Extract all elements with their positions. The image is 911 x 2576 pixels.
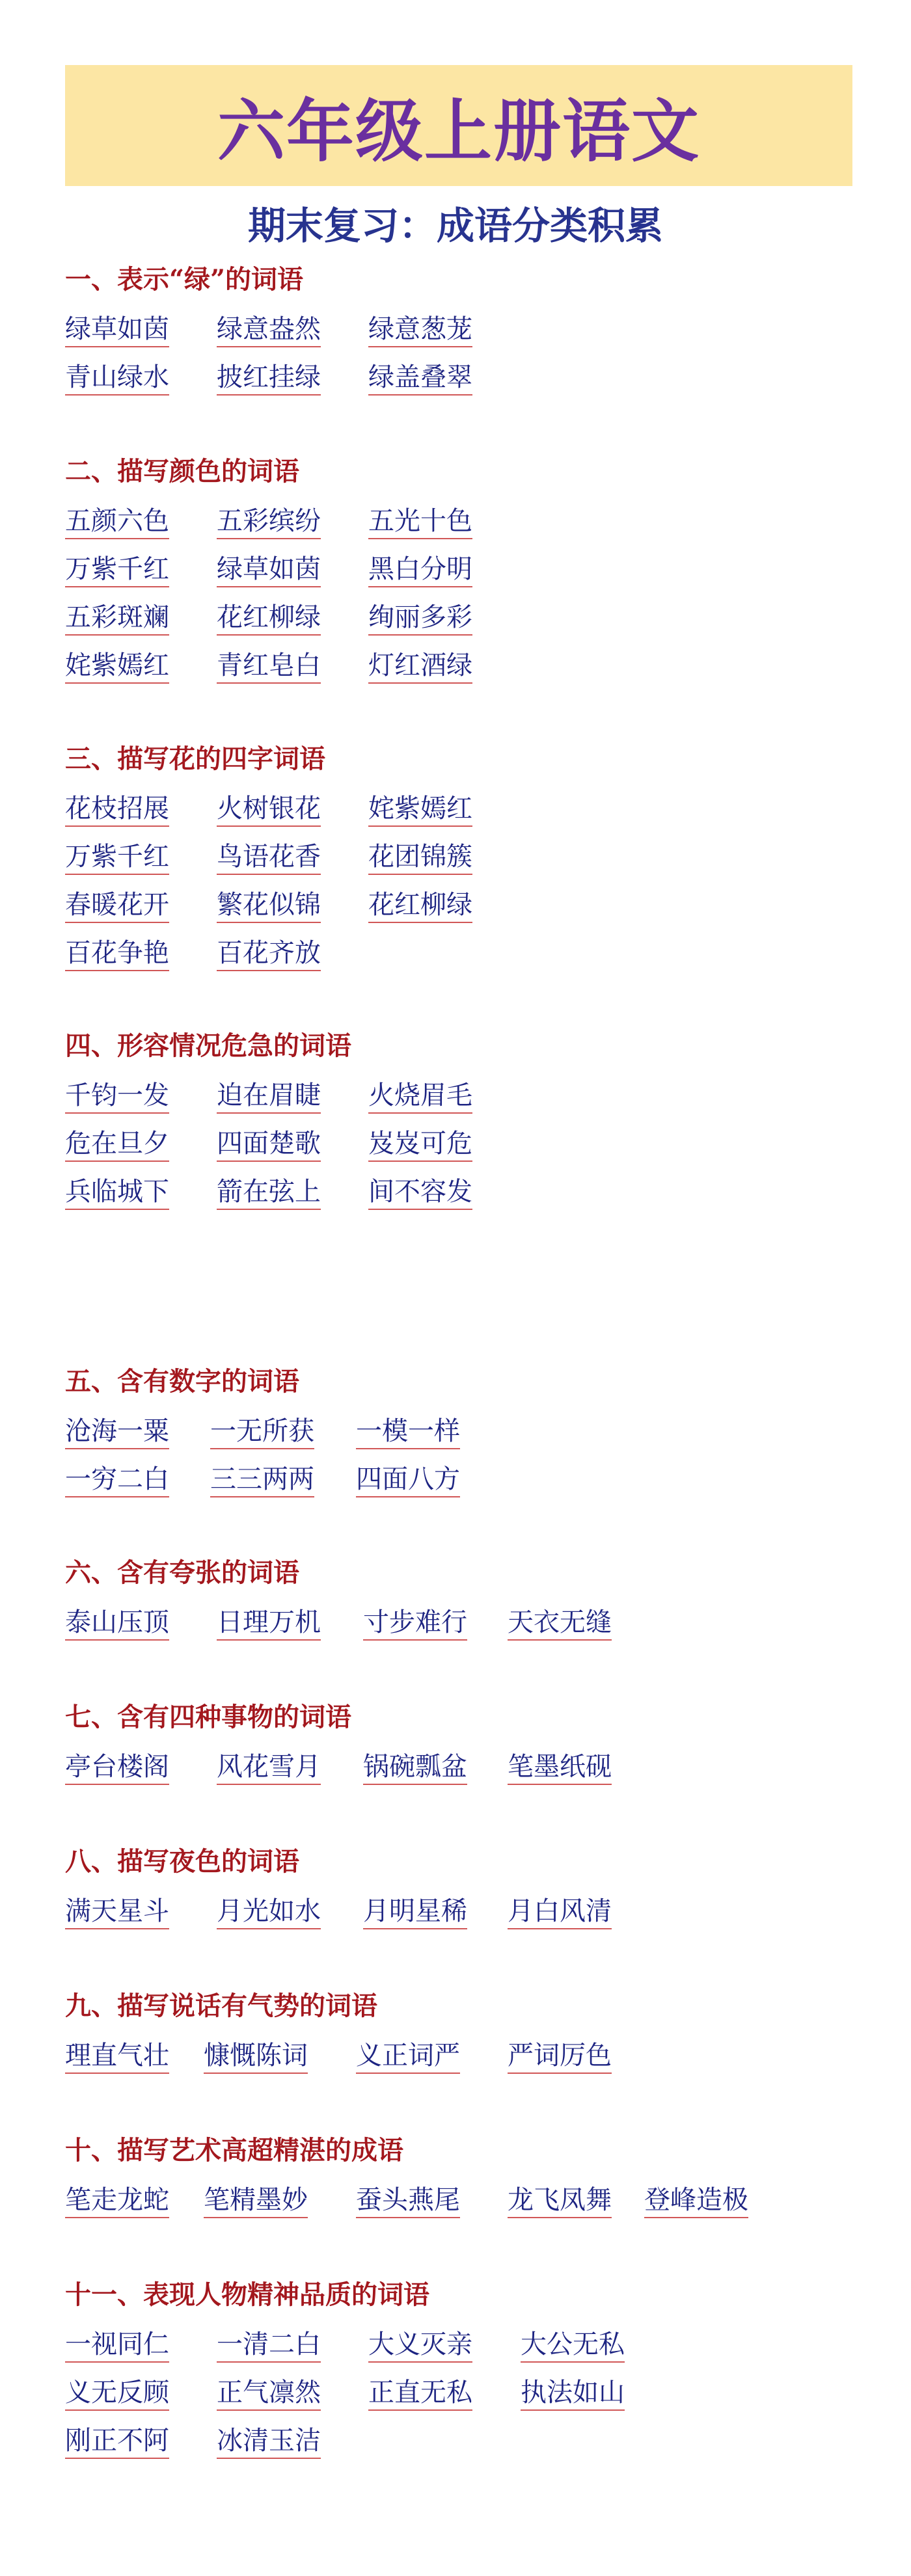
- term-row: [65, 888, 472, 922]
- idiom-term[interactable]: 龙飞凤舞: [508, 2183, 612, 2218]
- term-row: [65, 1605, 612, 1639]
- idiom-term[interactable]: 笔墨纸砚: [508, 1750, 612, 1785]
- idiom-term[interactable]: 慷慨陈词: [204, 2039, 308, 2074]
- idiom-term[interactable]: 天衣无缝: [508, 1605, 612, 1641]
- section-2: [65, 455, 472, 682]
- idiom-term[interactable]: 一视同仁: [65, 2328, 169, 2363]
- idiom-term[interactable]: 五彩缤纷: [217, 504, 321, 539]
- term-row: [65, 1894, 612, 1928]
- idiom-term[interactable]: 冰清玉洁: [217, 2424, 321, 2459]
- idiom-term[interactable]: 万紫千红: [65, 552, 169, 587]
- idiom-term[interactable]: 严词厉色: [508, 2039, 612, 2074]
- idiom-term[interactable]: 青红皂白: [217, 649, 321, 684]
- idiom-term[interactable]: 迫在眉睫: [217, 1079, 321, 1114]
- idiom-term[interactable]: 鸟语花香: [217, 840, 321, 875]
- term-row: [65, 2424, 429, 2458]
- idiom-term[interactable]: 绚丽多彩: [368, 600, 472, 636]
- idiom-term[interactable]: 五光十色: [368, 504, 472, 539]
- section-4: [65, 1029, 472, 1209]
- idiom-term[interactable]: 义无反顾: [65, 2376, 169, 2411]
- idiom-term[interactable]: 一模一样: [356, 1414, 460, 1449]
- section-1: [65, 263, 472, 394]
- section-heading: 八、描写夜色的词语: [65, 1846, 299, 1877]
- idiom-term[interactable]: 五彩斑斓: [65, 600, 169, 636]
- idiom-term[interactable]: 亭台楼阁: [65, 1750, 169, 1785]
- idiom-term[interactable]: 一穷二白: [65, 1462, 169, 1497]
- idiom-term[interactable]: 姹紫嫣红: [368, 792, 472, 827]
- idiom-term[interactable]: 花红柳绿: [368, 888, 472, 923]
- term-row: [65, 1750, 612, 1784]
- idiom-term[interactable]: 三三两两: [210, 1462, 314, 1497]
- idiom-term[interactable]: 青山绿水: [65, 360, 169, 396]
- section-heading: 三、描写花的四字词语: [65, 744, 325, 774]
- idiom-term[interactable]: 繁花似锦: [217, 888, 321, 923]
- term-row: [65, 312, 472, 346]
- idiom-term[interactable]: 绿草如茵: [65, 312, 169, 347]
- idiom-term[interactable]: 四面八方: [356, 1462, 460, 1497]
- section-heading: 九、描写说话有气势的词语: [65, 1991, 377, 2021]
- idiom-term[interactable]: 理直气壮: [65, 2039, 169, 2074]
- idiom-term[interactable]: 绿盖叠翠: [368, 360, 472, 396]
- idiom-term[interactable]: 寸步难行: [363, 1605, 467, 1641]
- idiom-term[interactable]: 锅碗瓢盆: [363, 1750, 467, 1785]
- idiom-term[interactable]: 正直无私: [368, 2376, 472, 2411]
- section-3: [65, 742, 472, 970]
- idiom-term[interactable]: 执法如山: [521, 2376, 625, 2411]
- page-title: 六年级上册语文: [217, 92, 700, 171]
- idiom-term[interactable]: 一清二白: [217, 2328, 321, 2363]
- idiom-term[interactable]: 万紫千红: [65, 840, 169, 875]
- section-heading: 十一、表现人物精神品质的词语: [65, 2279, 429, 2310]
- idiom-term[interactable]: 兵临城下: [65, 1175, 169, 1210]
- idiom-term[interactable]: 火烧眉毛: [368, 1079, 472, 1114]
- idiom-term[interactable]: 绿草如茵: [217, 552, 321, 587]
- term-row: [65, 600, 472, 634]
- section-heading: 七、含有四种事物的词语: [65, 1702, 351, 1732]
- idiom-term[interactable]: 登峰造极: [644, 2183, 748, 2218]
- idiom-term[interactable]: 绿意盎然: [217, 312, 321, 347]
- idiom-term[interactable]: 间不容发: [368, 1175, 472, 1210]
- term-row: [65, 649, 472, 682]
- section-heading: 四、形容情况危急的词语: [65, 1030, 351, 1061]
- term-row: [65, 840, 472, 874]
- idiom-term[interactable]: 月光如水: [217, 1894, 321, 1929]
- idiom-term[interactable]: 正气凛然: [217, 2376, 321, 2411]
- term-row: [65, 936, 325, 970]
- idiom-term[interactable]: 刚正不阿: [65, 2424, 169, 2459]
- idiom-term[interactable]: 箭在弦上: [217, 1175, 321, 1210]
- idiom-term[interactable]: 灯红酒绿: [368, 649, 472, 684]
- term-row: [65, 1175, 472, 1209]
- idiom-term[interactable]: 姹紫嫣红: [65, 649, 169, 684]
- section-11: [65, 2278, 625, 2458]
- idiom-term[interactable]: 黑白分明: [368, 552, 472, 587]
- term-row: [65, 504, 472, 538]
- section-heading: 二、描写颜色的词语: [65, 456, 299, 487]
- idiom-term[interactable]: 危在旦夕: [65, 1127, 169, 1162]
- idiom-term[interactable]: 风花雪月: [217, 1750, 321, 1785]
- term-row: [65, 2376, 625, 2409]
- idiom-term[interactable]: 沧海一粟: [65, 1414, 169, 1449]
- idiom-term[interactable]: 火树银花: [217, 792, 321, 827]
- idiom-term[interactable]: 春暖花开: [65, 888, 169, 923]
- term-row: [65, 1462, 460, 1496]
- term-row: [65, 2183, 748, 2217]
- term-row: [65, 1414, 460, 1448]
- section-8: [65, 1845, 612, 1928]
- idiom-term[interactable]: 花红柳绿: [217, 600, 321, 636]
- idiom-term[interactable]: 月明星稀: [363, 1894, 467, 1929]
- idiom-term[interactable]: 绿意葱茏: [368, 312, 472, 347]
- section-10: [65, 2134, 748, 2217]
- term-row: [65, 1127, 472, 1161]
- idiom-term[interactable]: 四面楚歌: [217, 1127, 321, 1162]
- idiom-term[interactable]: 一无所获: [210, 1414, 314, 1449]
- idiom-term[interactable]: 岌岌可危: [368, 1127, 472, 1162]
- term-row: [65, 792, 472, 825]
- idiom-term[interactable]: 千钧一发: [65, 1079, 169, 1114]
- idiom-term[interactable]: 五颜六色: [65, 504, 169, 539]
- term-row: [65, 2039, 612, 2073]
- idiom-term[interactable]: 百花齐放: [217, 936, 321, 971]
- section-5: [65, 1365, 460, 1496]
- section-heading: 五、含有数字的词语: [65, 1366, 299, 1397]
- idiom-term[interactable]: 义正词严: [356, 2039, 460, 2074]
- idiom-term[interactable]: 笔走龙蛇: [65, 2183, 169, 2218]
- idiom-term[interactable]: 满天星斗: [65, 1894, 169, 1929]
- section-heading: 六、含有夸张的词语: [65, 1557, 299, 1588]
- idiom-term[interactable]: 花枝招展: [65, 792, 169, 827]
- idiom-term[interactable]: 披红挂绿: [217, 360, 321, 396]
- term-row: [65, 552, 472, 586]
- idiom-term[interactable]: 蚕头燕尾: [356, 2183, 460, 2218]
- idiom-term[interactable]: 大义灭亲: [368, 2328, 472, 2363]
- term-row: [65, 1079, 472, 1112]
- idiom-term[interactable]: 百花争艳: [65, 936, 169, 971]
- title-banner: [65, 65, 852, 186]
- term-row: [65, 2328, 625, 2361]
- idiom-term[interactable]: 笔精墨妙: [204, 2183, 308, 2218]
- section-heading: 一、表示“绿”的词语: [65, 264, 304, 295]
- idiom-term[interactable]: 泰山压顶: [65, 1605, 169, 1641]
- idiom-term[interactable]: 日理万机: [217, 1605, 321, 1641]
- section-9: [65, 1989, 612, 2073]
- section-6: [65, 1556, 612, 1639]
- section-7: [65, 1700, 612, 1784]
- idiom-term[interactable]: 大公无私: [521, 2328, 625, 2363]
- idiom-term[interactable]: 月白风清: [508, 1894, 612, 1929]
- section-heading: 十、描写艺术高超精湛的成语: [65, 2135, 403, 2166]
- page-subtitle: 期末复习：成语分类积累: [247, 204, 663, 248]
- idiom-term[interactable]: 花团锦簇: [368, 840, 472, 875]
- term-row: [65, 360, 472, 394]
